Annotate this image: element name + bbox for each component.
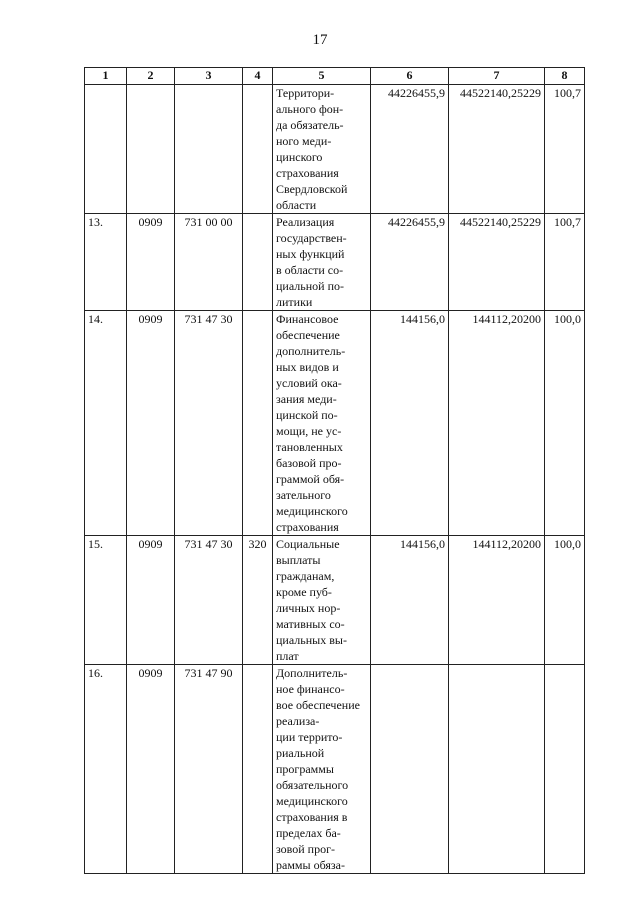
page-number: 17 (312, 32, 328, 48)
row-number (85, 85, 127, 214)
header-col-4: 4 (243, 68, 273, 85)
actual-amount: 44522140,25229 (449, 214, 545, 311)
row-number: 15. (85, 536, 127, 665)
header-col-8: 8 (545, 68, 585, 85)
target-code: 731 47 90 (175, 665, 243, 874)
execution-percent: 100,0 (545, 311, 585, 536)
table-row (85, 665, 585, 874)
header-col-5: 5 (273, 68, 371, 85)
actual-amount: 44522140,25229 (449, 85, 545, 214)
execution-percent: 100,7 (545, 214, 585, 311)
section-code: 0909 (127, 536, 175, 665)
item-name: Реализация государствен- ных функций в области со- циальной по- литики (273, 214, 371, 311)
expense-type-code (243, 311, 273, 536)
table-row (85, 214, 585, 311)
header-col-1: 1 (85, 68, 127, 85)
row-number: 14. (85, 311, 127, 536)
section-code: 0909 (127, 311, 175, 536)
header-col-3: 3 (175, 68, 243, 85)
table-row (85, 536, 585, 665)
execution-percent: 100,7 (545, 85, 585, 214)
header-col-7: 7 (449, 68, 545, 85)
item-name: Финансовое обеспечение дополнитель- ных видов и условий ока- зания меди- цинской по- мощи, не ус- тановленных базовой про- граммой обя- зательного медицинского страхования (273, 311, 371, 536)
target-code: 731 47 30 (175, 311, 243, 536)
section-code: 0909 (127, 214, 175, 311)
header-col-6: 6 (371, 68, 449, 85)
header-row (85, 68, 585, 85)
header-col-2: 2 (127, 68, 175, 85)
target-code: 731 00 00 (175, 214, 243, 311)
expense-type-code (243, 85, 273, 214)
planned-amount: 44226455,9 (371, 85, 449, 214)
actual-amount: 144112,20200 (449, 536, 545, 665)
section-code: 0909 (127, 665, 175, 874)
item-name: Территори- ального фон- да обязатель- ного меди- цинского страхования Свердловской области (273, 85, 371, 214)
section-code (127, 85, 175, 214)
expense-type-code (243, 665, 273, 874)
execution-percent: 100,0 (545, 536, 585, 665)
item-name: Дополнитель- ное финансо- вое обеспечение реализа- ции террито- риальной программы обязательного медицинского страхования в пределах ба- зовой прог- раммы обяза- (273, 665, 371, 874)
planned-amount: 44226455,9 (371, 214, 449, 311)
actual-amount: 144112,20200 (449, 311, 545, 536)
planned-amount: 144156,0 (371, 536, 449, 665)
table-row (85, 311, 585, 536)
item-name: Социальные выплаты гражданам, кроме пуб- личных нор- мативных со- циальных вы- плат (273, 536, 371, 665)
target-code (175, 85, 243, 214)
target-code: 731 47 30 (175, 536, 243, 665)
execution-percent (545, 665, 585, 874)
row-number: 13. (85, 214, 127, 311)
actual-amount (449, 665, 545, 874)
planned-amount: 144156,0 (371, 311, 449, 536)
expense-type-code: 320 (243, 536, 273, 665)
table-row (85, 85, 585, 214)
planned-amount (371, 665, 449, 874)
expense-type-code (243, 214, 273, 311)
row-number: 16. (85, 665, 127, 874)
budget-table (84, 67, 585, 874)
